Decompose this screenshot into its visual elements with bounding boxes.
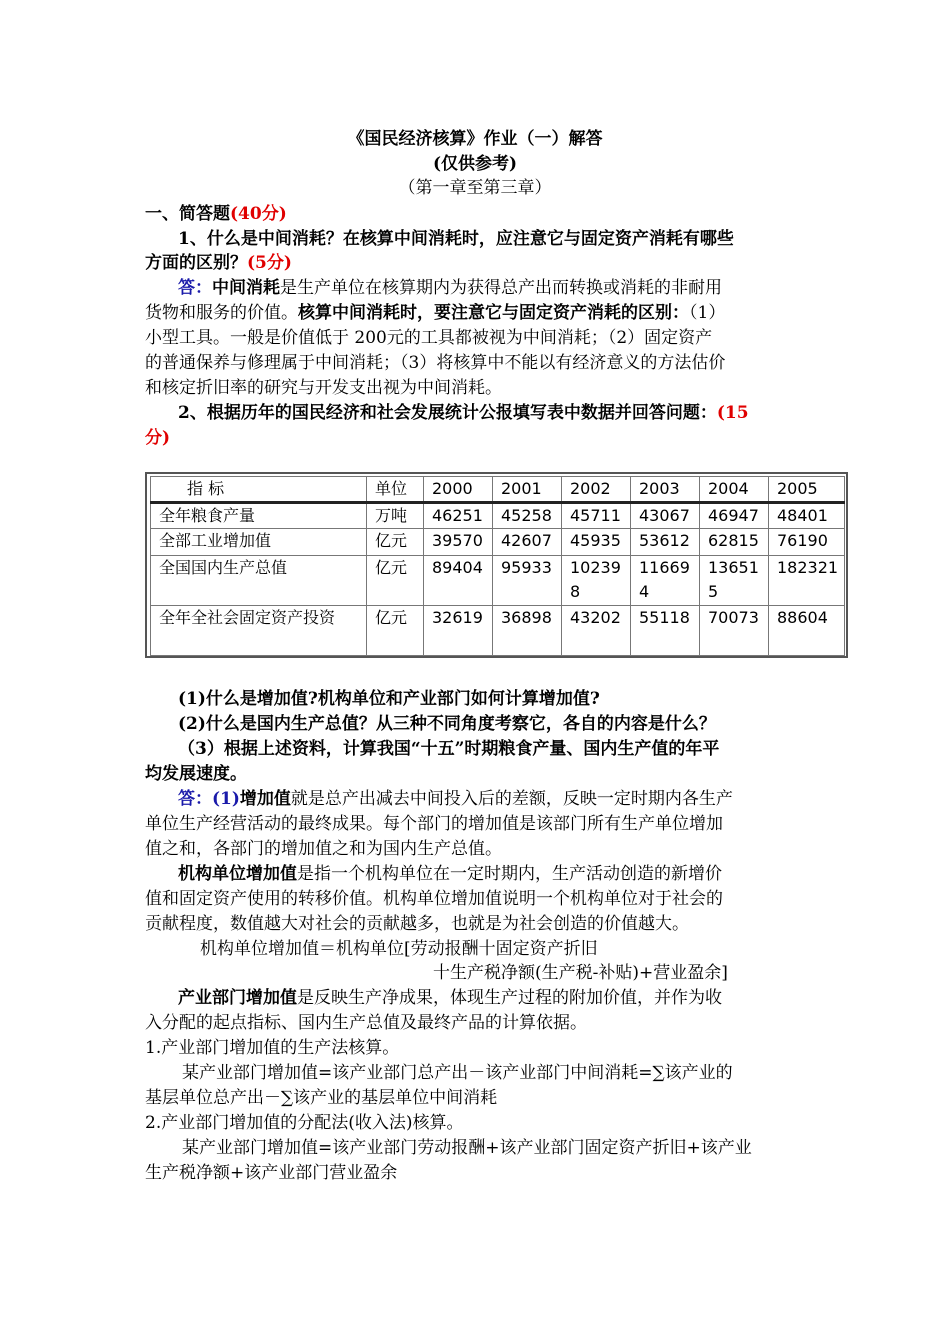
- answer-label: 答：: [178, 278, 212, 298]
- section-heading: [145, 202, 287, 226]
- header-2005: 2005: [769, 477, 845, 503]
- term-institutional-value-added: 机构单位增加值: [178, 864, 297, 884]
- header-2004: 2004: [700, 477, 769, 503]
- answer-1-line-2: 货物和服务的价值。核算中间消耗时，要注意它与固定资产消耗的区别：（1）: [145, 303, 726, 323]
- formula-line-2: 十生产税净额(生产税-补贴)+营业盈余]: [433, 963, 728, 983]
- header-unit: 单位: [367, 477, 424, 503]
- term-intermediate-consumption: 中间消耗: [212, 278, 280, 298]
- table-row: 全国国内生产总值 亿元 89404 95933 102398 116694 136515 182321: [151, 556, 845, 606]
- statistics-table: [150, 476, 845, 656]
- table-row: 全年粮食产量 万吨 46251 45258 45711 43067 46947 48401: [151, 503, 845, 529]
- question-1-line-1: 1、什么是中间消耗？在核算中间消耗时，应注意它与固定资产消耗有哪些: [178, 229, 734, 249]
- answer-2-line-5: 值和固定资产使用的转移价值。机构单位增加值说明一个机构单位对于社会的: [145, 889, 723, 909]
- answer-1-line-1: 答：中间消耗是生产单位在核算期内为获得总产出而转换或消耗的非耐用: [178, 278, 722, 298]
- document-subtitle: (仅供参考): [432, 154, 518, 174]
- section-score: (40分): [230, 204, 287, 224]
- section-label: 一、简答题: [145, 204, 230, 224]
- answer-1-line-5: 和核定折旧率的研究与开发支出视为中间消耗。: [145, 378, 502, 398]
- table-row: 全部工业增加值 亿元 39570 42607 45935 53612 62815 76190: [151, 529, 845, 556]
- sub-question-1: (1)什么是增加值?机构单位和产业部门如何计算增加值?: [178, 689, 600, 709]
- sub-question-2: (2)什么是国内生产总值？从三种不同角度考察它，各自的内容是什么？: [178, 714, 716, 734]
- answer-2-line-7: 产业部门增加值是反映生产净成果，体现生产过程的附加价值，并作为收: [178, 988, 722, 1008]
- answer-2-line-2: 单位生产经营活动的最终成果。每个部门的增加值是该部门所有生产单位增加: [145, 814, 723, 834]
- method-2-line-2: 生产税净额+该产业部门营业盈余: [145, 1163, 398, 1183]
- answer-2-line-1: 答：(1)增加值就是总产出减去中间投入后的差额，反映一定时期内各生产: [178, 789, 733, 809]
- question-2-line-1: 2、根据历年的国民经济和社会发展统计公报填写表中数据并回答问题：(15: [178, 403, 749, 423]
- table-header-row: [151, 477, 845, 503]
- term-industry-value-added: 产业部门增加值: [178, 988, 297, 1008]
- document-title: 《国民经济核算》作业（一）解答: [347, 129, 603, 149]
- answer-1-line-4: 的普通保养与修理属于中间消耗；（3）将核算中不能以有经济意义的方法估价: [145, 353, 726, 373]
- header-2001: 2001: [493, 477, 562, 503]
- answer-2-line-6: 贡献程度，数值越大对社会的贡献越多，也就是为社会创造的价值越大。: [145, 914, 689, 934]
- answer-2-line-4: 机构单位增加值是指一个机构单位在一定时期内，生产活动创造的新增价: [178, 864, 722, 884]
- answer-1-line-3: 小型工具。一般是价值低于 200元的工具都被视为中间消耗；（2）固定资产: [145, 328, 713, 348]
- header-2002: 2002: [562, 477, 631, 503]
- header-2003: 2003: [631, 477, 700, 503]
- method-2-line-1: 某产业部门增加值=该产业部门劳动报酬+该产业部门固定资产折旧+该产业: [182, 1138, 752, 1158]
- table-row: 全年全社会固定资产投资 亿元 32619 36898 43202 55118 70073 88604: [151, 606, 845, 656]
- method-1-line-2: 基层单位总产出－∑该产业的基层单位中间消耗: [145, 1088, 498, 1108]
- sub-question-3-line-2: 均发展速度。: [145, 764, 247, 784]
- header-2000: 2000: [424, 477, 493, 503]
- question-1-score: (5分): [247, 253, 292, 273]
- answer-label: 答：: [178, 789, 212, 809]
- question-1-line-2: 方面的区别？(5分): [145, 253, 292, 273]
- method-2-heading: 2.产业部门增加值的分配法(收入法)核算。: [145, 1113, 464, 1133]
- question-2-score: 分): [145, 428, 171, 448]
- chapter-range: （第一章至第三章）: [398, 178, 552, 198]
- header-indicator: 指 标: [151, 477, 367, 503]
- method-1-line-1: 某产业部门增加值=该产业部门总产出－该产业部门中间消耗=∑该产业的: [182, 1063, 733, 1083]
- answer-2-line-3: 值之和，各部门的增加值之和为国内生产总值。: [145, 839, 502, 859]
- method-1-heading: 1.产业部门增加值的生产法核算。: [145, 1038, 400, 1058]
- answer-2-line-8: 入分配的起点指标、国内生产总值及最终产品的计算依据。: [145, 1013, 587, 1033]
- formula-line-1: 机构单位增加值＝机构单位[劳动报酬十固定资产折旧: [200, 939, 598, 959]
- term-value-added: 增加值: [239, 789, 291, 809]
- sub-question-3-line-1: （3）根据上述资料，计算我国“十五”时期粮食产量、国内生产值的年平: [178, 739, 720, 759]
